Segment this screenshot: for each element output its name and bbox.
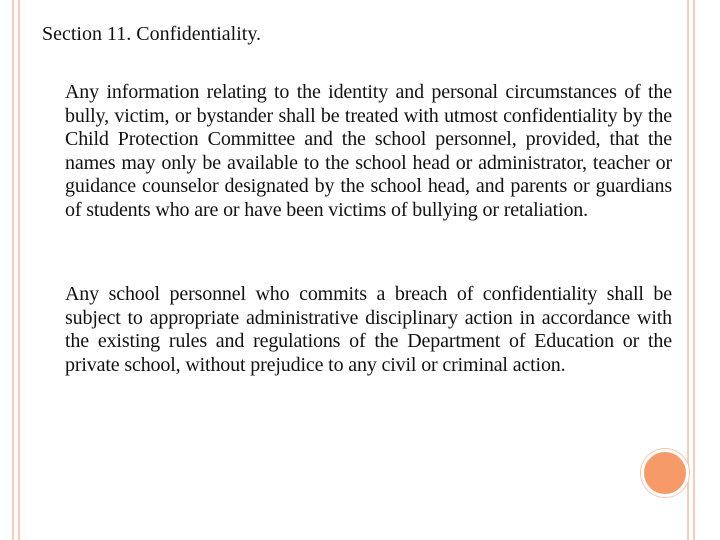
confidentiality-paragraph: Any information relating to the identity and personal circumstances of the bully, victim, or bystander shall be treated with utmost confidentiality by the Child Protection Committee and the school personnel, provided, that the names may only be available to the school head or administrator, teacher or guidance counselor designated by the school head, and parents or guardians of students who are or have been victims of bullying or retaliation. [65, 81, 672, 221]
left-frame-line-inner [18, 0, 20, 540]
left-frame-line-outer [12, 0, 14, 540]
breach-paragraph: Any school personnel who commits a breach of confidentiality shall be subject to appropriate administrative disciplinary action in accordance with the existing rules and regulations of the Department of Education or the private school, without prejudice to any civil or criminal action. [65, 283, 672, 376]
right-frame-line-outer [693, 0, 695, 540]
decorative-circle [641, 449, 689, 497]
right-frame-line-inner [687, 0, 689, 540]
section-heading: Section 11. Confidentiality. [42, 23, 262, 45]
